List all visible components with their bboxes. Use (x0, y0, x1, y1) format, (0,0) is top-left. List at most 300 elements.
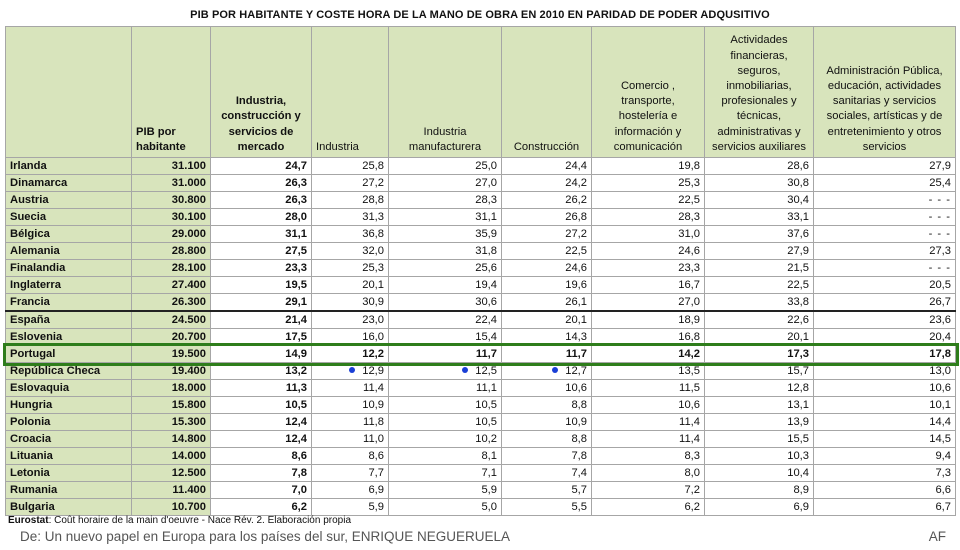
cell-value: 22,6 (787, 313, 809, 326)
cell-value: 24.500 (171, 313, 206, 326)
cell-country (6, 397, 132, 414)
cell-value: 11,3 (285, 381, 307, 394)
cell-value: 31,0 (678, 227, 700, 240)
cell-pib (132, 414, 211, 431)
cell-financieras (705, 363, 814, 380)
cell-value: 28.100 (171, 261, 206, 274)
cell-value: 19.500 (171, 347, 206, 360)
cell-industria-servicios (211, 158, 312, 175)
cell-industria-servicios (211, 277, 312, 294)
cell-country (6, 482, 132, 499)
cell-value: 10,9 (565, 415, 587, 428)
cell-value: 20,1 (362, 278, 384, 291)
cell-construccion (502, 209, 592, 226)
cell-value: 13,9 (787, 415, 809, 428)
header-pib: PIB por habitante (132, 27, 211, 158)
cell-construccion (502, 448, 592, 465)
cell-value: 7,8 (571, 449, 587, 462)
cell-construccion (502, 192, 592, 209)
cell-value: 6,7 (935, 500, 951, 513)
table-row (6, 329, 956, 346)
cell-construccion (502, 363, 592, 380)
cell-value: 12,8 (787, 381, 809, 394)
cell-construccion (502, 414, 592, 431)
cell-value: 31,1 (285, 227, 307, 240)
source-label: Eurostat (8, 515, 49, 526)
cell-value: 7,2 (684, 483, 700, 496)
cell-comercio (592, 414, 705, 431)
cell-value: 27,0 (475, 176, 497, 189)
cell-value: 14.800 (171, 432, 206, 445)
cell-value: Finalandia (10, 261, 66, 274)
cell-industria-servicios (211, 482, 312, 499)
cell-country (6, 363, 132, 380)
cell-value: 14.000 (171, 449, 206, 462)
cell-value: 8,6 (291, 449, 307, 462)
cell-value: 8,8 (571, 432, 587, 445)
cell-industria-servicios (211, 243, 312, 260)
header-financieras: Actividades financieras, seguros, inmobiliarias, profesionales y técnicas, administrativas y servicios auxiliares (705, 27, 814, 158)
cell-value: 28,6 (787, 159, 809, 172)
cell-value: 12,7 (565, 364, 587, 377)
cell-construccion (502, 397, 592, 414)
cell-industria (312, 414, 389, 431)
cell-construccion (502, 499, 592, 516)
cell-value: 27,0 (678, 295, 700, 308)
data-table (5, 26, 956, 516)
cell-administracion (814, 260, 956, 277)
cell-industria (312, 499, 389, 516)
cell-pib (132, 431, 211, 448)
cell-financieras (705, 465, 814, 482)
cell-value: 23,3 (678, 261, 700, 274)
cell-industria (312, 226, 389, 243)
cell-manufacturera (389, 175, 502, 192)
cell-financieras (705, 414, 814, 431)
cell-manufacturera (389, 465, 502, 482)
cell-value: 26,3 (285, 176, 307, 189)
cell-construccion (502, 158, 592, 175)
cell-value: 29,1 (285, 295, 307, 308)
table-row (6, 175, 956, 192)
cell-value: 7,8 (291, 466, 307, 479)
cell-value: 11,5 (679, 381, 700, 394)
table-row (6, 192, 956, 209)
cell-administracion (814, 226, 956, 243)
table-row (6, 226, 956, 243)
cell-financieras (705, 158, 814, 175)
cell-manufacturera (389, 209, 502, 226)
cell-pib (132, 465, 211, 482)
cell-financieras (705, 380, 814, 397)
cell-value: 31,3 (362, 210, 384, 223)
cell-administracion (814, 414, 956, 431)
cell-value: 11,4 (679, 432, 700, 445)
cell-manufacturera (389, 448, 502, 465)
cell-value: 5,0 (481, 500, 497, 513)
cell-value: 15.800 (171, 398, 206, 411)
cell-value: 23,3 (285, 261, 307, 274)
cell-construccion (502, 311, 592, 329)
cell-value: 10,6 (929, 381, 951, 394)
cell-value: 20,1 (787, 330, 809, 343)
cell-industria (312, 192, 389, 209)
cell-industria-servicios (211, 226, 312, 243)
cell-value: 23,0 (362, 313, 384, 326)
cell-value: 8,8 (571, 398, 587, 411)
cell-comercio (592, 277, 705, 294)
cell-value: 25,6 (475, 261, 497, 274)
cell-construccion (502, 294, 592, 312)
cell-value: 15,5 (787, 432, 809, 445)
cell-value: 5,9 (481, 483, 497, 496)
cell-financieras (705, 277, 814, 294)
cell-value: 30,9 (362, 295, 384, 308)
source-text: : Coût horaire de la main d'oeuvre - Nace Rév. 2. Elaboración propia (48, 515, 352, 526)
cell-comercio (592, 192, 705, 209)
cell-value: 12,9 (362, 364, 384, 377)
header-country (6, 27, 132, 158)
cell-value: 19,4 (475, 278, 497, 291)
cell-industria (312, 175, 389, 192)
cell-pib (132, 175, 211, 192)
cell-value: Suecia (10, 210, 47, 223)
cell-value: 11.400 (172, 483, 206, 496)
cell-value: 31,8 (475, 244, 497, 257)
cell-value: 14,9 (285, 347, 307, 360)
cell-value: 17,5 (285, 330, 307, 343)
cell-administracion (814, 499, 956, 516)
cell-pib (132, 277, 211, 294)
cell-administracion (814, 431, 956, 448)
cell-value: 32,0 (362, 244, 384, 257)
cell-manufacturera (389, 499, 502, 516)
cell-pib (132, 294, 211, 312)
cell-construccion (502, 329, 592, 346)
cell-manufacturera (389, 346, 502, 363)
cell-value: 19,6 (565, 278, 587, 291)
cell-comercio (592, 175, 705, 192)
cell-manufacturera (389, 311, 502, 329)
cell-value: 27,3 (929, 244, 951, 257)
cell-value: Alemania (10, 244, 60, 257)
cell-value: 26,7 (929, 295, 951, 308)
cell-construccion (502, 277, 592, 294)
cell-value: 24,2 (565, 176, 587, 189)
cell-industria-servicios (211, 363, 312, 380)
cell-value: Polonia (10, 415, 51, 428)
cell-construccion (502, 226, 592, 243)
cell-industria-servicios (211, 448, 312, 465)
source-note (8, 515, 351, 526)
cell-value: 22,5 (678, 193, 700, 206)
cell-value: 10,3 (787, 449, 809, 462)
cell-value: 25,8 (362, 159, 384, 172)
cell-pib (132, 397, 211, 414)
cell-industria-servicios (211, 209, 312, 226)
table-row (6, 448, 956, 465)
cell-industria (312, 158, 389, 175)
cell-financieras (705, 482, 814, 499)
cell-industria (312, 346, 389, 363)
cell-value: 25,3 (678, 176, 700, 189)
cell-value: Rumania (10, 483, 58, 496)
cell-value: 30,4 (787, 193, 809, 206)
cell-value: 31.100 (171, 159, 206, 172)
cell-value: - - - (928, 261, 951, 274)
cell-country (6, 380, 132, 397)
cell-value: 8,3 (684, 449, 700, 462)
cell-value: 5,7 (571, 483, 587, 496)
cell-construccion (502, 380, 592, 397)
cell-value: - - - (928, 210, 951, 223)
header-construccion: Construcción (502, 27, 592, 158)
cell-industria-servicios (211, 346, 312, 363)
cell-manufacturera (389, 294, 502, 312)
cell-value: 10,5 (475, 415, 497, 428)
cell-value: - - - (928, 193, 951, 206)
cell-value: Austria (10, 193, 49, 206)
cell-industria-servicios (211, 380, 312, 397)
cell-country (6, 431, 132, 448)
cell-value: 35,9 (475, 227, 497, 240)
cell-value: 24,7 (285, 159, 307, 172)
cell-country (6, 175, 132, 192)
cell-financieras (705, 294, 814, 312)
cell-value: 7,3 (935, 466, 951, 479)
cell-pib (132, 226, 211, 243)
cell-value: 31,1 (475, 210, 497, 223)
cell-financieras (705, 192, 814, 209)
cell-manufacturera (389, 277, 502, 294)
cell-value: 10.700 (171, 500, 206, 513)
cell-value: 27,2 (565, 227, 587, 240)
cell-country (6, 465, 132, 482)
cell-industria (312, 431, 389, 448)
cell-value: 22,4 (475, 313, 497, 326)
header-row (6, 27, 956, 158)
cell-financieras (705, 346, 814, 363)
cell-value: 10,6 (678, 398, 700, 411)
cell-manufacturera (389, 243, 502, 260)
cell-country (6, 226, 132, 243)
cell-value: Bulgaria (10, 500, 55, 513)
cell-comercio (592, 397, 705, 414)
footer-initials: AF (928, 529, 946, 544)
cell-value: Inglaterra (10, 278, 61, 291)
cell-value: 12,5 (475, 364, 497, 377)
cell-industria (312, 448, 389, 465)
cell-value: 11,4 (363, 381, 384, 394)
cell-value: 17,8 (929, 347, 951, 360)
cell-value: 15,4 (475, 330, 497, 343)
cell-value: Letonia (10, 466, 50, 479)
cell-country (6, 277, 132, 294)
cell-value: 11,8 (363, 415, 384, 428)
cell-industria (312, 243, 389, 260)
cell-value: 8,0 (684, 466, 700, 479)
cell-value: 13,0 (929, 364, 951, 377)
table-row (6, 465, 956, 482)
cell-value: 27,5 (285, 244, 307, 257)
cell-administracion (814, 397, 956, 414)
cell-financieras (705, 329, 814, 346)
cell-value: 22,5 (565, 244, 587, 257)
cell-administracion (814, 380, 956, 397)
table-row (6, 397, 956, 414)
header-administracion: Administración Pública, educación, actividades sanitarias y servicios sociales, artísticas y de entretenimiento y otros servicios (814, 27, 956, 158)
cell-value: 25,4 (929, 176, 951, 189)
cell-comercio (592, 465, 705, 482)
cell-value: 20,4 (929, 330, 951, 343)
cell-country (6, 311, 132, 329)
cell-manufacturera (389, 482, 502, 499)
cell-value: Lituania (10, 449, 53, 462)
cell-value: 23,6 (929, 313, 951, 326)
cell-comercio (592, 243, 705, 260)
cell-value: 15,7 (787, 364, 809, 377)
cell-financieras (705, 397, 814, 414)
cell-comercio (592, 209, 705, 226)
cell-value: 7,4 (571, 466, 587, 479)
cell-value: 11,0 (363, 432, 384, 445)
cell-industria (312, 380, 389, 397)
cell-comercio (592, 226, 705, 243)
cell-value: 6,9 (368, 483, 384, 496)
cell-value: 16,0 (362, 330, 384, 343)
cell-value: 26,2 (565, 193, 587, 206)
cell-value: 17,3 (787, 347, 809, 360)
cell-manufacturera (389, 380, 502, 397)
cell-pib (132, 209, 211, 226)
cell-value: 11,7 (565, 347, 587, 360)
cell-financieras (705, 311, 814, 329)
cell-construccion (502, 465, 592, 482)
table-row (6, 363, 956, 380)
cell-country (6, 243, 132, 260)
cell-industria-servicios (211, 431, 312, 448)
cell-country (6, 346, 132, 363)
cell-construccion (502, 243, 592, 260)
cell-country (6, 499, 132, 516)
cell-value: Hungria (10, 398, 53, 411)
cell-value: 25,3 (362, 261, 384, 274)
table-row (6, 414, 956, 431)
cell-value: 11,1 (476, 381, 497, 394)
cell-value: 26.300 (171, 295, 206, 308)
table-row (6, 346, 956, 363)
cell-value: Croacia (10, 432, 52, 445)
cell-value: 21,5 (787, 261, 809, 274)
cell-industria (312, 311, 389, 329)
cell-value: 6,6 (935, 483, 951, 496)
cell-value: Francia (10, 295, 50, 308)
cell-value: 27,2 (362, 176, 384, 189)
cell-value: 30,8 (787, 176, 809, 189)
cell-value: 11,7 (475, 347, 497, 360)
cell-value: 10,5 (475, 398, 497, 411)
cell-pib (132, 192, 211, 209)
cell-comercio (592, 294, 705, 312)
cell-value: 5,5 (571, 500, 587, 513)
cell-industria (312, 363, 389, 380)
cell-comercio (592, 363, 705, 380)
cell-construccion (502, 482, 592, 499)
cell-value: 10,9 (362, 398, 384, 411)
cell-value: 12,4 (285, 415, 307, 428)
cell-value: 26,8 (565, 210, 587, 223)
cell-value: 28,3 (678, 210, 700, 223)
cell-country (6, 448, 132, 465)
cell-industria (312, 329, 389, 346)
cell-value: - - - (928, 227, 951, 240)
cell-administracion (814, 192, 956, 209)
cell-industria (312, 209, 389, 226)
footer-caption: De: Un nuevo papel en Europa para los países del sur, ENRIQUE NEGUERUELA (20, 529, 510, 544)
cell-value: 14,4 (929, 415, 951, 428)
cell-construccion (502, 346, 592, 363)
cell-value: 33,8 (787, 295, 809, 308)
cell-value: 16,8 (678, 330, 700, 343)
cell-financieras (705, 431, 814, 448)
header-industria: Industria (312, 27, 389, 158)
cell-value: 37,6 (787, 227, 809, 240)
cell-value: Eslovaquia (10, 381, 70, 394)
cell-value: 30.800 (171, 193, 206, 206)
cell-value: 8,1 (481, 449, 497, 462)
cell-value: Bélgica (10, 227, 50, 240)
cell-country (6, 192, 132, 209)
cell-value: 8,6 (368, 449, 384, 462)
cell-value: 7,0 (291, 483, 307, 496)
cell-industria (312, 482, 389, 499)
cell-value: 6,2 (291, 500, 307, 513)
table-row (6, 311, 956, 329)
cell-value: 26,1 (565, 295, 587, 308)
cell-comercio (592, 260, 705, 277)
cell-country (6, 260, 132, 277)
cell-manufacturera (389, 226, 502, 243)
cell-financieras (705, 499, 814, 516)
cell-financieras (705, 175, 814, 192)
cell-value: 13,5 (678, 364, 700, 377)
table-title: PIB POR HABITANTE Y COSTE HORA DE LA MANO DE OBRA EN 2010 EN PARIDAD DE PODER ADQUSITIVO (190, 9, 770, 21)
cell-value: República Checa (10, 364, 101, 377)
cell-value: 36,8 (362, 227, 384, 240)
cell-construccion (502, 260, 592, 277)
cell-comercio (592, 311, 705, 329)
marker-dot-icon (349, 367, 355, 373)
cell-value: 14,5 (929, 432, 951, 445)
table-row (6, 260, 956, 277)
cell-value: 7,1 (481, 466, 497, 479)
cell-financieras (705, 226, 814, 243)
cell-manufacturera (389, 414, 502, 431)
cell-value: 25,0 (475, 159, 497, 172)
cell-value: 10,1 (929, 398, 951, 411)
cell-pib (132, 260, 211, 277)
cell-comercio (592, 346, 705, 363)
cell-value: 28,8 (362, 193, 384, 206)
cell-administracion (814, 346, 956, 363)
cell-value: 26,3 (285, 193, 307, 206)
cell-administracion (814, 243, 956, 260)
cell-industria (312, 465, 389, 482)
cell-value: 19,5 (285, 278, 307, 291)
table-row (6, 380, 956, 397)
cell-value: 6,2 (684, 500, 700, 513)
header-comercio: Comercio , transporte, hostelería e información y comunicación (592, 27, 705, 158)
